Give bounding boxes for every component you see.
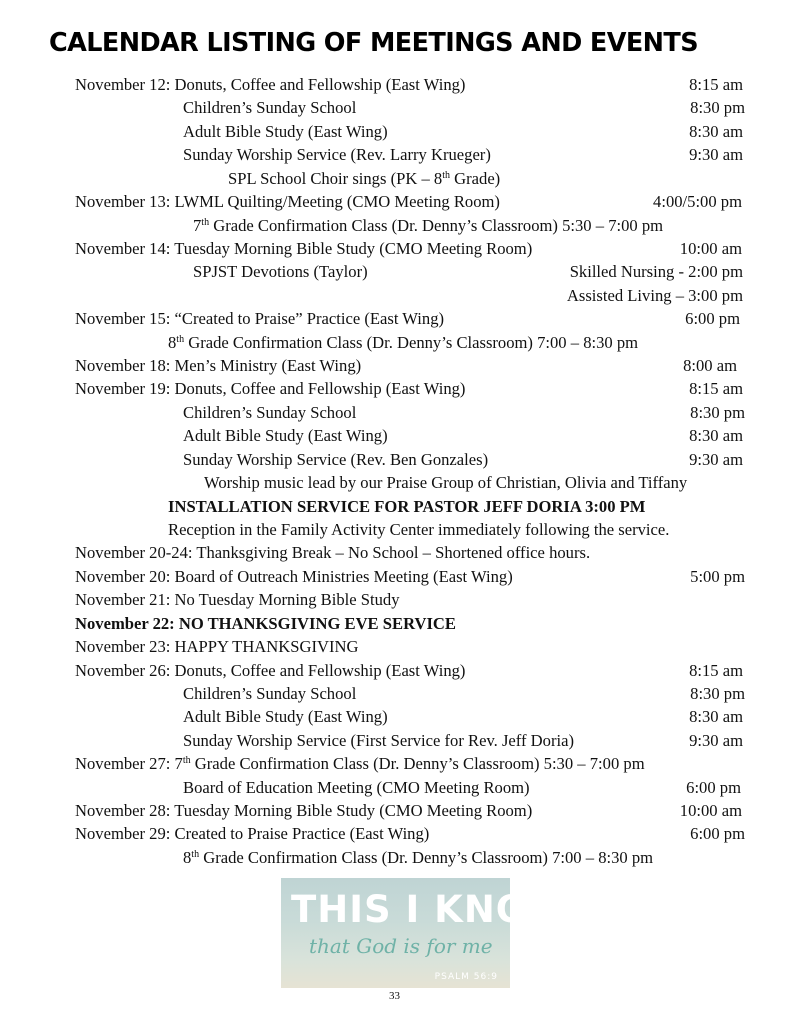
calendar-entry-time: 5:00 pm xyxy=(690,566,745,586)
calendar-entry xyxy=(0,822,745,845)
calendar-entry-time: 8:30 pm xyxy=(690,402,745,422)
calendar-entry-event: November 13: LWML Quilting/Meeting (CMO Meeting Room) xyxy=(75,192,500,212)
calendar-entry xyxy=(0,354,737,377)
calendar-entry xyxy=(0,752,791,775)
event-text: November 27: 7 xyxy=(75,754,183,774)
calendar-entry-time: 10:00 am xyxy=(679,801,742,821)
calendar-entry xyxy=(0,377,743,400)
calendar-entry-time: Skilled Nursing - 2:00 pm xyxy=(569,262,743,282)
calendar-entry-event: November 19: Donuts, Coffee and Fellowship (East Wing) xyxy=(75,379,466,399)
calendar-entry xyxy=(0,776,741,799)
calendar-entry xyxy=(0,424,743,447)
calendar-entry-time: 8:30 pm xyxy=(690,98,745,118)
calendar-entry xyxy=(0,448,743,471)
calendar-entry-event: November 21: No Tuesday Morning Bible Study xyxy=(75,590,400,610)
calendar-entry xyxy=(0,73,743,96)
event-text: 8 xyxy=(168,332,177,352)
calendar-entry xyxy=(0,96,745,119)
calendar-entry-time: 8:15 am xyxy=(689,75,743,94)
event-text: 7 xyxy=(193,215,202,235)
event-text: Grade Confirmation Class (Dr. Denny’s Classroom) 7:00 – 8:30 pm xyxy=(199,847,654,867)
calendar-entry-time: 8:30 am xyxy=(689,426,743,446)
calendar-entry-event: Adult Bible Study (East Wing) xyxy=(183,121,388,141)
calendar-entry-event xyxy=(228,167,500,190)
calendar-entry xyxy=(0,635,791,658)
calendar-entry-event: November 15: “Created to Praise” Practice (East Wing) xyxy=(75,309,445,329)
event-text: 8 xyxy=(183,847,192,867)
calendar-entry-event: November 28: Tuesday Morning Bible Study (CMO Meeting Room) xyxy=(75,801,533,821)
calendar-entry-event: November 26: Donuts, Coffee and Fellowship (East Wing) xyxy=(75,660,466,680)
calendar-entry-event xyxy=(193,214,663,237)
calendar-entry xyxy=(0,495,791,518)
event-text: SPL School Choir sings (PK – 8 xyxy=(228,168,443,188)
calendar-entry-time: 6:00 pm xyxy=(690,824,745,844)
verse-graphic xyxy=(281,878,583,988)
calendar-entry xyxy=(0,331,791,354)
calendar-entry xyxy=(0,260,743,283)
calendar-entry-event: Sunday Worship Service (Rev. Ben Gonzales) xyxy=(183,449,489,469)
calendar-entry-time: 8:30 am xyxy=(689,121,743,141)
calendar-entry-event: Sunday Worship Service (First Service for Rev. Jeff Doria) xyxy=(183,730,574,750)
calendar-entry-event: Sunday Worship Service (Rev. Larry Krueger) xyxy=(183,145,491,165)
calendar-entry-event: Worship music lead by our Praise Group of Christian, Olivia and Tiffany xyxy=(204,473,688,493)
calendar-entry-event: INSTALLATION SERVICE FOR PASTOR JEFF DORIA 3:00 PM xyxy=(168,496,646,516)
calendar-entry-time: 6:00 pm xyxy=(686,777,741,797)
ordinal-suffix: th xyxy=(176,333,185,345)
calendar-entry-event xyxy=(183,846,653,869)
calendar-entry-time: 9:30 am xyxy=(689,449,743,469)
calendar-entry-event: Children’s Sunday School xyxy=(183,683,357,703)
calendar-entry xyxy=(0,705,743,728)
calendar-entry xyxy=(0,612,791,635)
event-text: Grade) xyxy=(450,168,501,188)
verse-graphic-reference: PSALM 56:9 xyxy=(434,972,498,982)
calendar-entry-event: November 23: HAPPY THANKSGIVING xyxy=(75,637,359,657)
calendar-entry-time: 8:30 am xyxy=(689,707,743,727)
calendar-entry-event: Children’s Sunday School xyxy=(183,402,357,422)
calendar-entry xyxy=(0,541,791,564)
verse-graphic-line2: that God is for me xyxy=(309,934,493,958)
calendar-entry xyxy=(0,565,745,588)
calendar-entry-time: Assisted Living – 3:00 pm xyxy=(566,285,743,305)
calendar-entry xyxy=(0,588,791,611)
calendar-entry-time: 9:30 am xyxy=(689,730,743,750)
calendar-entry xyxy=(0,518,791,541)
ordinal-suffix: th xyxy=(442,169,450,181)
event-text: Grade Confirmation Class (Dr. Denny’s Classroom) 5:30 – 7:00 pm xyxy=(190,754,645,774)
calendar-entry-time: 4:00/5:00 pm xyxy=(653,192,742,212)
calendar-entry xyxy=(0,799,742,822)
ordinal-suffix: th xyxy=(201,216,210,228)
calendar-entry-event xyxy=(168,331,638,354)
calendar-entry-time: 8:00 am xyxy=(683,356,737,376)
calendar-entry xyxy=(0,471,791,494)
calendar-entry-event: November 14: Tuesday Morning Bible Study (CMO Meeting Room) xyxy=(75,238,533,258)
event-text: Grade Confirmation Class (Dr. Denny’s Classroom) 5:30 – 7:00 pm xyxy=(209,215,664,235)
calendar-entry-event: November 18: Men’s Ministry (East Wing) xyxy=(75,356,362,376)
calendar-entry-event: November 20: Board of Outreach Ministries Meeting (East Wing) xyxy=(75,566,513,586)
calendar-entry-event: Board of Education Meeting (CMO Meeting Room) xyxy=(183,777,530,797)
calendar-entry xyxy=(0,846,791,869)
calendar-entry-time: 10:00 am xyxy=(679,238,742,258)
calendar-entry-event: November 29: Created to Praise Practice (East Wing) xyxy=(75,824,430,844)
calendar-entry-event: November 22: NO THANKSGIVING EVE SERVICE xyxy=(75,613,456,633)
calendar-entry xyxy=(0,190,742,213)
calendar-entry-time: 9:30 am xyxy=(689,145,743,165)
calendar-entry-event: Reception in the Family Activity Center immediately following the service. xyxy=(168,519,670,539)
calendar-entry-event xyxy=(75,752,645,775)
calendar-entry-event: Adult Bible Study (East Wing) xyxy=(183,707,388,727)
calendar-entry-time: 8:15 am xyxy=(689,660,743,680)
page-title: CALENDAR LISTING OF MEETINGS AND EVENTS xyxy=(49,28,698,58)
calendar-entry-time: 6:00 pm xyxy=(685,309,740,329)
ordinal-suffix: th xyxy=(182,755,191,767)
calendar-entry-event: SPJST Devotions (Taylor) xyxy=(193,262,368,282)
page-number: 33 xyxy=(389,990,400,1002)
calendar-entry xyxy=(0,143,743,166)
calendar-entry xyxy=(0,237,742,260)
calendar-entry-time: 8:15 am xyxy=(689,379,743,399)
calendar-entry xyxy=(0,307,740,330)
calendar-entry xyxy=(0,659,743,682)
calendar-entry-event: Adult Bible Study (East Wing) xyxy=(183,426,388,446)
calendar-entry xyxy=(0,214,791,237)
calendar-entry-event: Children’s Sunday School xyxy=(183,98,357,118)
calendar-entry xyxy=(0,682,745,705)
event-text: Grade Confirmation Class (Dr. Denny’s Classroom) 7:00 – 8:30 pm xyxy=(184,332,639,352)
calendar-entry-time: 8:30 pm xyxy=(690,683,745,703)
calendar-entry-event: November 12: Donuts, Coffee and Fellowship (East Wing) xyxy=(75,75,466,94)
calendar-entry-event: November 20-24: Thanksgiving Break – No School – Shortened office hours. xyxy=(75,543,591,563)
ordinal-suffix: th xyxy=(191,848,200,860)
calendar-entry xyxy=(0,120,743,143)
calendar-entry xyxy=(0,401,745,424)
calendar-entry xyxy=(0,729,743,752)
verse-graphic-line1: THIS I KNOW, xyxy=(291,888,583,931)
calendar-entry xyxy=(0,284,743,307)
calendar-entry xyxy=(0,167,791,190)
